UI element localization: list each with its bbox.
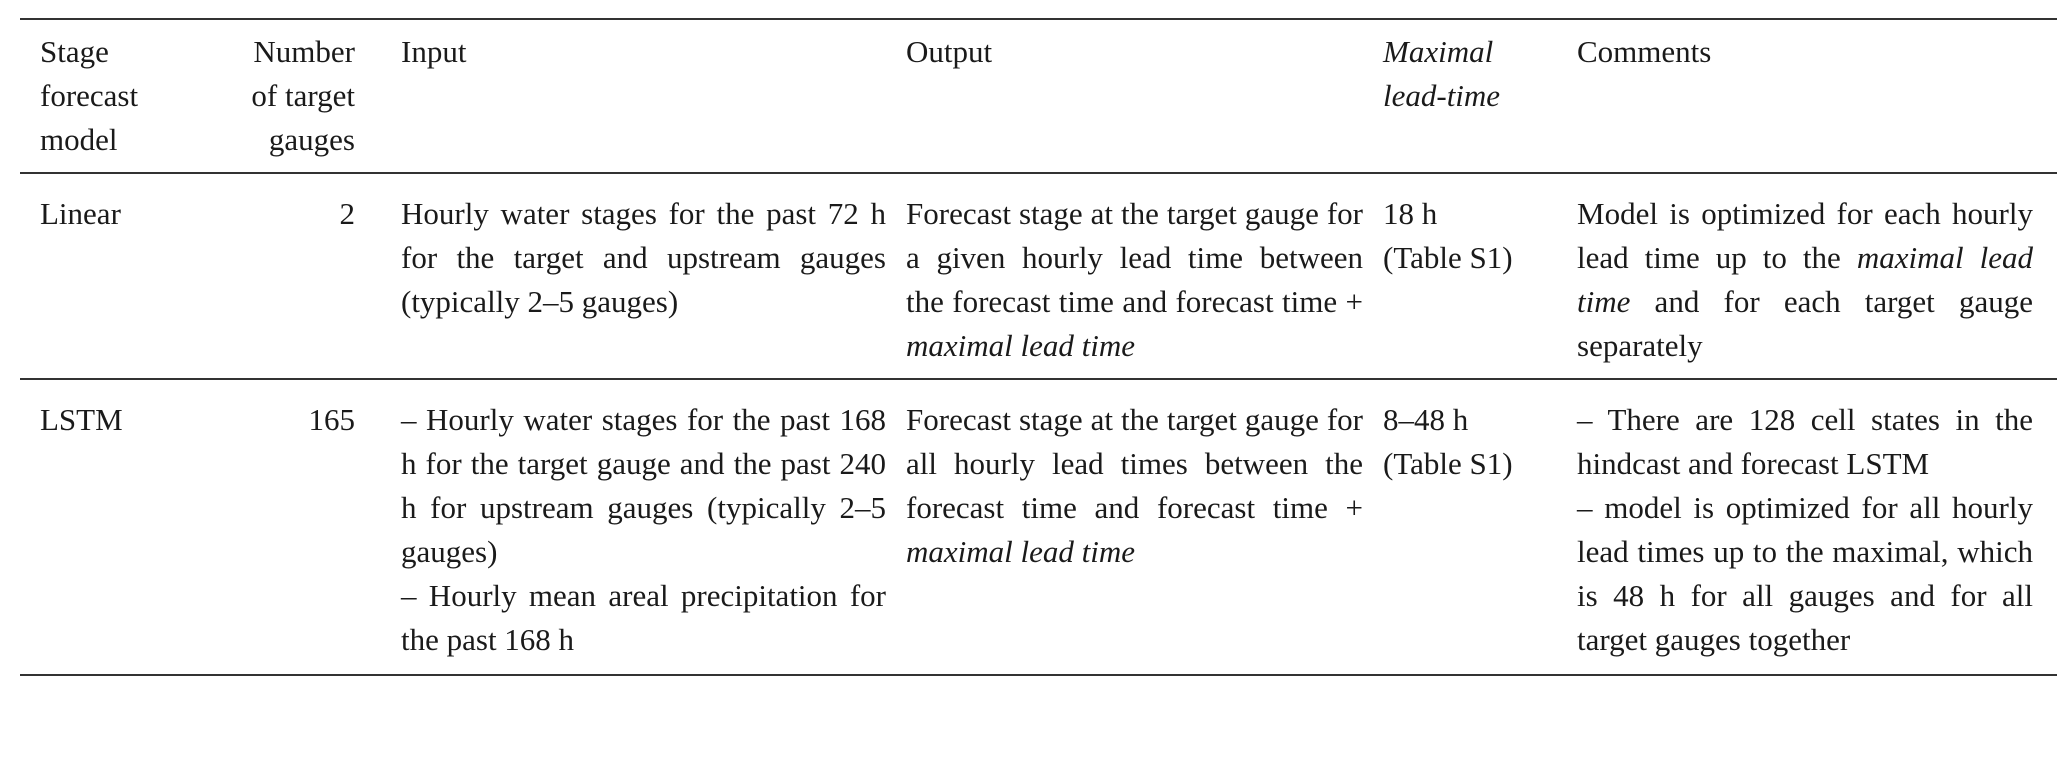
comments-text-tail: and for each target gauge separately bbox=[1577, 284, 2033, 363]
model-comparison-table bbox=[20, 18, 2057, 676]
cell-input: Hourly water stages for the past 72 h for the target and upstream gauges (typically 2–5 gauges) bbox=[401, 196, 886, 319]
header-number-of-target-gauges: Number of target gauges bbox=[251, 34, 355, 157]
cell-number-of-gauges: 2 bbox=[339, 196, 355, 231]
cell-comments bbox=[1577, 379, 2057, 675]
table-body bbox=[20, 173, 2057, 675]
cell-output bbox=[906, 379, 1383, 675]
header-comments: Comments bbox=[1577, 34, 1712, 69]
table-row-lstm bbox=[20, 379, 2057, 675]
cell-comments bbox=[1577, 173, 2057, 379]
table-header bbox=[20, 19, 2057, 173]
header-output: Output bbox=[906, 34, 993, 69]
table-container bbox=[20, 18, 2047, 676]
cell-maximal-lead-time: 8–48 h (Table S1) bbox=[1383, 402, 1513, 481]
output-emphasis: maximal lead time bbox=[906, 534, 1136, 569]
table-row-linear bbox=[20, 173, 2057, 379]
cell-number-of-gauges: 165 bbox=[308, 402, 355, 437]
output-text: Forecast stage at the target gauge for a given hourly lead time between the forecast time and forecast time + bbox=[906, 196, 1363, 319]
cell-output bbox=[906, 173, 1383, 379]
input-line-stages: – Hourly water stages for the past 168 h for the target gauge and the past 240 h for upstream gauges (typically 2–5 gauges) bbox=[401, 402, 886, 569]
comments-emphasis: maximal lead time bbox=[1577, 240, 2033, 319]
output-emphasis: maximal lead time bbox=[906, 328, 1136, 363]
output-text: Forecast stage at the target gauge for all hourly lead times between the forecast time and forecast time + bbox=[906, 402, 1363, 525]
comments-text: Model is optimized for each hourly lead time up to the bbox=[1577, 196, 2033, 275]
header-maximal-lead-time: Maximal lead-time bbox=[1383, 34, 1501, 113]
input-line-precipitation: – Hourly mean areal precipitation for the past 168 h bbox=[401, 578, 886, 657]
cell-model: LSTM bbox=[40, 402, 123, 437]
cell-maximal-lead-time: 18 h (Table S1) bbox=[1383, 196, 1513, 275]
cell-model: Linear bbox=[40, 196, 121, 231]
cell-input bbox=[401, 379, 906, 675]
header-row bbox=[20, 19, 2057, 173]
comments-line-optimization: – model is optimized for all hourly lead times up to the maximal, which is 48 h for all gauges and for all target gauges together bbox=[1577, 490, 2033, 657]
header-stage-forecast-model: Stage forecast model bbox=[40, 34, 139, 157]
comments-line-cell-states: – There are 128 cell states in the hindcast and forecast LSTM bbox=[1577, 402, 2033, 481]
header-input: Input bbox=[401, 34, 467, 69]
